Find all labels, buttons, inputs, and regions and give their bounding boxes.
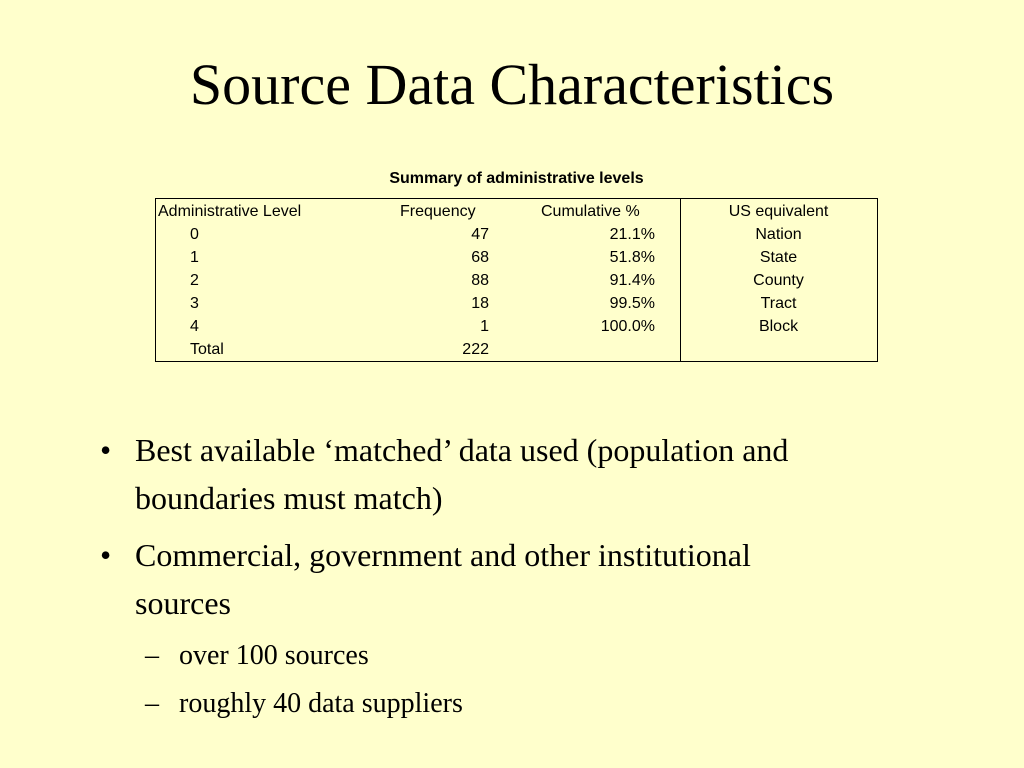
bullet-item [0, 531, 1024, 627]
header-administrative-level: Administrative Level [158, 203, 302, 220]
cell-total-label: Total [190, 341, 224, 358]
sub-bullet-text: roughly 40 data suppliers [179, 688, 463, 719]
cell-level: 2 [190, 272, 199, 289]
sub-bullet-marker: – [145, 688, 159, 719]
cell-level: 3 [190, 295, 199, 312]
cell-cumulative: 99.5% [609, 295, 655, 312]
cell-us-equivalent: Block [758, 318, 799, 335]
sub-bullet-item [0, 684, 1024, 724]
bullet-text-line: Commercial, government and other institutional [135, 537, 751, 573]
cell-cumulative: 51.8% [609, 249, 655, 266]
bullet-text-line: boundaries must match) [135, 480, 443, 516]
header-us-equivalent: US equivalent [728, 203, 829, 220]
cell-us-equivalent: County [753, 272, 804, 289]
sub-bullet-text: over 100 sources [179, 640, 369, 671]
slide-title: Source Data Characteristics [189, 52, 835, 117]
cell-cumulative: 100.0% [600, 318, 655, 335]
cell-frequency: 68 [471, 249, 489, 266]
cell-frequency: 1 [480, 318, 489, 335]
header-frequency: Frequency [400, 203, 476, 220]
cell-us-equivalent: Tract [760, 295, 797, 312]
cell-frequency: 88 [471, 272, 489, 289]
bullet-marker: • [100, 432, 112, 468]
cell-frequency: 47 [471, 226, 489, 243]
sub-bullet-item [0, 636, 1024, 676]
cell-cumulative: 91.4% [609, 272, 655, 289]
sub-bullet-marker: – [145, 640, 159, 671]
cell-us-equivalent: State [759, 249, 798, 266]
header-cumulative: Cumulative % [541, 203, 640, 220]
cell-us-equivalent: Nation [755, 226, 802, 243]
bullet-marker: • [100, 537, 112, 573]
bullet-text-line: sources [135, 585, 231, 621]
bullet-text-line: Best available ‘matched’ data used (population and [135, 432, 789, 468]
cell-total-frequency: 222 [462, 341, 489, 358]
cell-cumulative: 21.1% [609, 226, 655, 243]
cell-level: 1 [190, 249, 199, 266]
cell-level: 4 [190, 318, 199, 335]
cell-frequency: 18 [471, 295, 489, 312]
table-caption: Summary of administrative levels [389, 170, 644, 187]
cell-level: 0 [190, 226, 199, 243]
bullet-item [0, 426, 1024, 522]
